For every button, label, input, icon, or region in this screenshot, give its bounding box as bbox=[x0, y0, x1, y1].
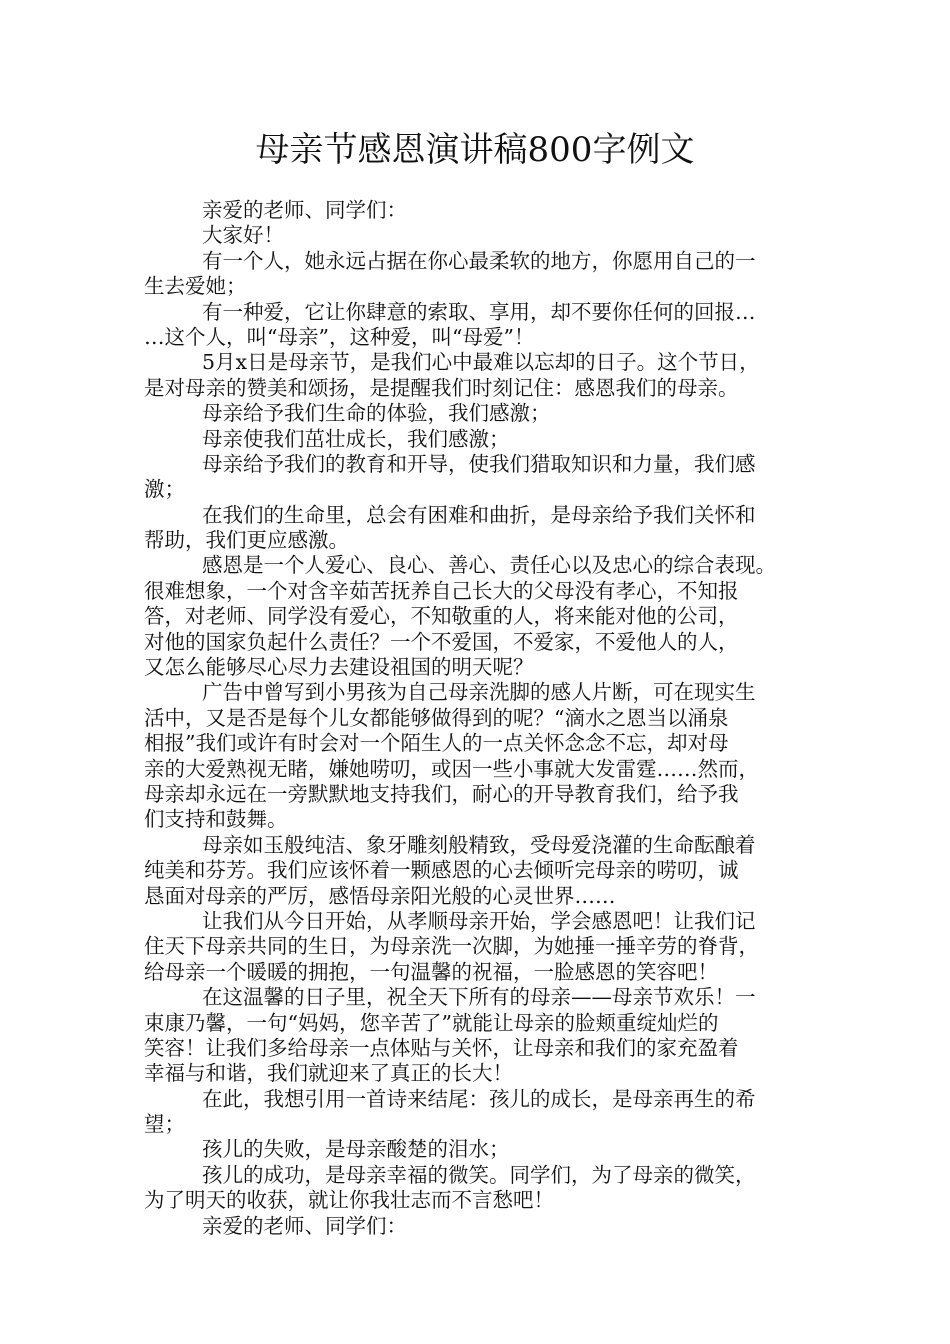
body-line: 感恩是一个人爱心、良心、善心、责任心以及忠心的综合表现。 bbox=[202, 553, 776, 578]
body-line: 大家好！ bbox=[202, 223, 284, 248]
body-line: 母亲却永远在一旁默默地支持我们，耐心的开导教育我们，给予我 bbox=[144, 781, 739, 806]
body-line: 亲爱的老师、同学们： bbox=[202, 198, 407, 222]
body-line: 生去爱她； bbox=[144, 274, 247, 299]
body-line: 答，对老师、同学没有爱心，不知敬重的人，将来能对他的公司， bbox=[144, 604, 739, 629]
body-line: 又怎么能够尽心尽力去建设祖国的明天呢？ bbox=[144, 655, 534, 680]
body-line: 在这温馨的日子里，祝全天下所有的母亲——母亲节欢乐！一 bbox=[202, 985, 756, 1010]
body-line: 有一种爱，它让你肆意的索取、享用，却不要你任何的回报… bbox=[202, 299, 756, 324]
body-line: 在我们的生命里，总会有困难和曲折，是母亲给予我们关怀和 bbox=[202, 502, 756, 527]
body-line: 让我们从今日开始，从孝顺母亲开始，学会感恩吧！让我们记 bbox=[202, 908, 756, 933]
body-line: 束康乃馨，一句“妈妈，您辛苦了”就能让母亲的脸颊重绽灿烂的 bbox=[144, 1010, 719, 1035]
body-line: 广告中曾写到小男孩为自己母亲洗脚的感人片断，可在现实生 bbox=[202, 680, 756, 705]
body-line: 活中，又是否是每个儿女都能够做得到的呢？“滴水之恩当以涌泉 bbox=[144, 705, 729, 730]
body-line: 恳面对母亲的严厉，感悟母亲阳光般的心灵世界…… bbox=[144, 883, 616, 908]
body-line: 纯美和芬芳。我们应该怀着一颗感恩的心去倾听完母亲的唠叨，诚 bbox=[144, 858, 739, 883]
body-line: 相报”我们或许有时会对一个陌生人的一点关怀念念不忘，却对母 bbox=[144, 731, 729, 756]
body-line: 母亲使我们茁壮成长，我们感激； bbox=[202, 426, 510, 451]
body-line: 母亲给予我们生命的体验，我们感激； bbox=[202, 401, 551, 426]
body-line: 亲的大爱熟视无睹，嫌她唠叨，或因一些小事就大发雷霆……然而， bbox=[144, 756, 759, 781]
body-line: 帮助，我们更应感激。 bbox=[144, 528, 349, 553]
body-line: 孩儿的成功，是母亲幸福的微笑。同学们，为了母亲的微笑， bbox=[202, 1162, 756, 1187]
body-line: 亲爱的老师、同学们： bbox=[202, 1213, 407, 1238]
body-line: 幸福与和谐，我们就迎来了真正的长大！ bbox=[144, 1061, 513, 1086]
body-line: 母亲给予我们的教育和开导，使我们猎取知识和力量，我们感 bbox=[202, 451, 756, 476]
body-line: 为了明天的收获，就让你我壮志而不言愁吧！ bbox=[144, 1188, 554, 1213]
body-line: …这个人，叫“母亲”，这种爱，叫“母爱”！ bbox=[144, 324, 535, 349]
body-line: 对他的国家负起什么责任？一个不爱国，不爱家，不爱他人的人， bbox=[144, 629, 739, 654]
body-line: 有一个人，她永远占据在你心最柔软的地方，你愿用自己的一 bbox=[202, 248, 756, 273]
body-line: 笑容！让我们多给母亲一点体贴与关怀，让母亲和我们的家充盈着 bbox=[144, 1035, 739, 1060]
body-line: 是对母亲的赞美和颂扬，是提醒我们时刻记住：感恩我们的母亲。 bbox=[144, 375, 739, 400]
body-line: 住天下母亲共同的生日，为母亲洗一次脚，为她捶一捶辛劳的脊背， bbox=[144, 934, 759, 959]
document-body bbox=[144, 198, 820, 1239]
body-line: 5月x日是母亲节，是我们心中最难以忘却的日子。这个节日， bbox=[202, 350, 760, 375]
body-line: 望； bbox=[144, 1112, 185, 1137]
body-line: 孩儿的失败，是母亲酸楚的泪水； bbox=[202, 1137, 510, 1162]
body-line: 们支持和鼓舞。 bbox=[144, 807, 288, 832]
document-title: 母亲节感恩演讲稿800字例文 bbox=[255, 130, 695, 170]
body-line: 给母亲一个暖暖的拥抱，一句温馨的祝福，一脸感恩的笑容吧！ bbox=[144, 959, 718, 984]
body-line: 母亲如玉般纯洁、象牙雕刻般精致，受母爱浇灌的生命酝酿着 bbox=[202, 832, 756, 857]
body-line: 激； bbox=[144, 477, 185, 502]
body-line: 很难想象，一个对含辛茹苦抚养自己长大的父母没有孝心，不知报 bbox=[144, 578, 739, 603]
body-line: 在此，我想引用一首诗来结尾：孩儿的成长，是母亲再生的希 bbox=[202, 1086, 756, 1111]
